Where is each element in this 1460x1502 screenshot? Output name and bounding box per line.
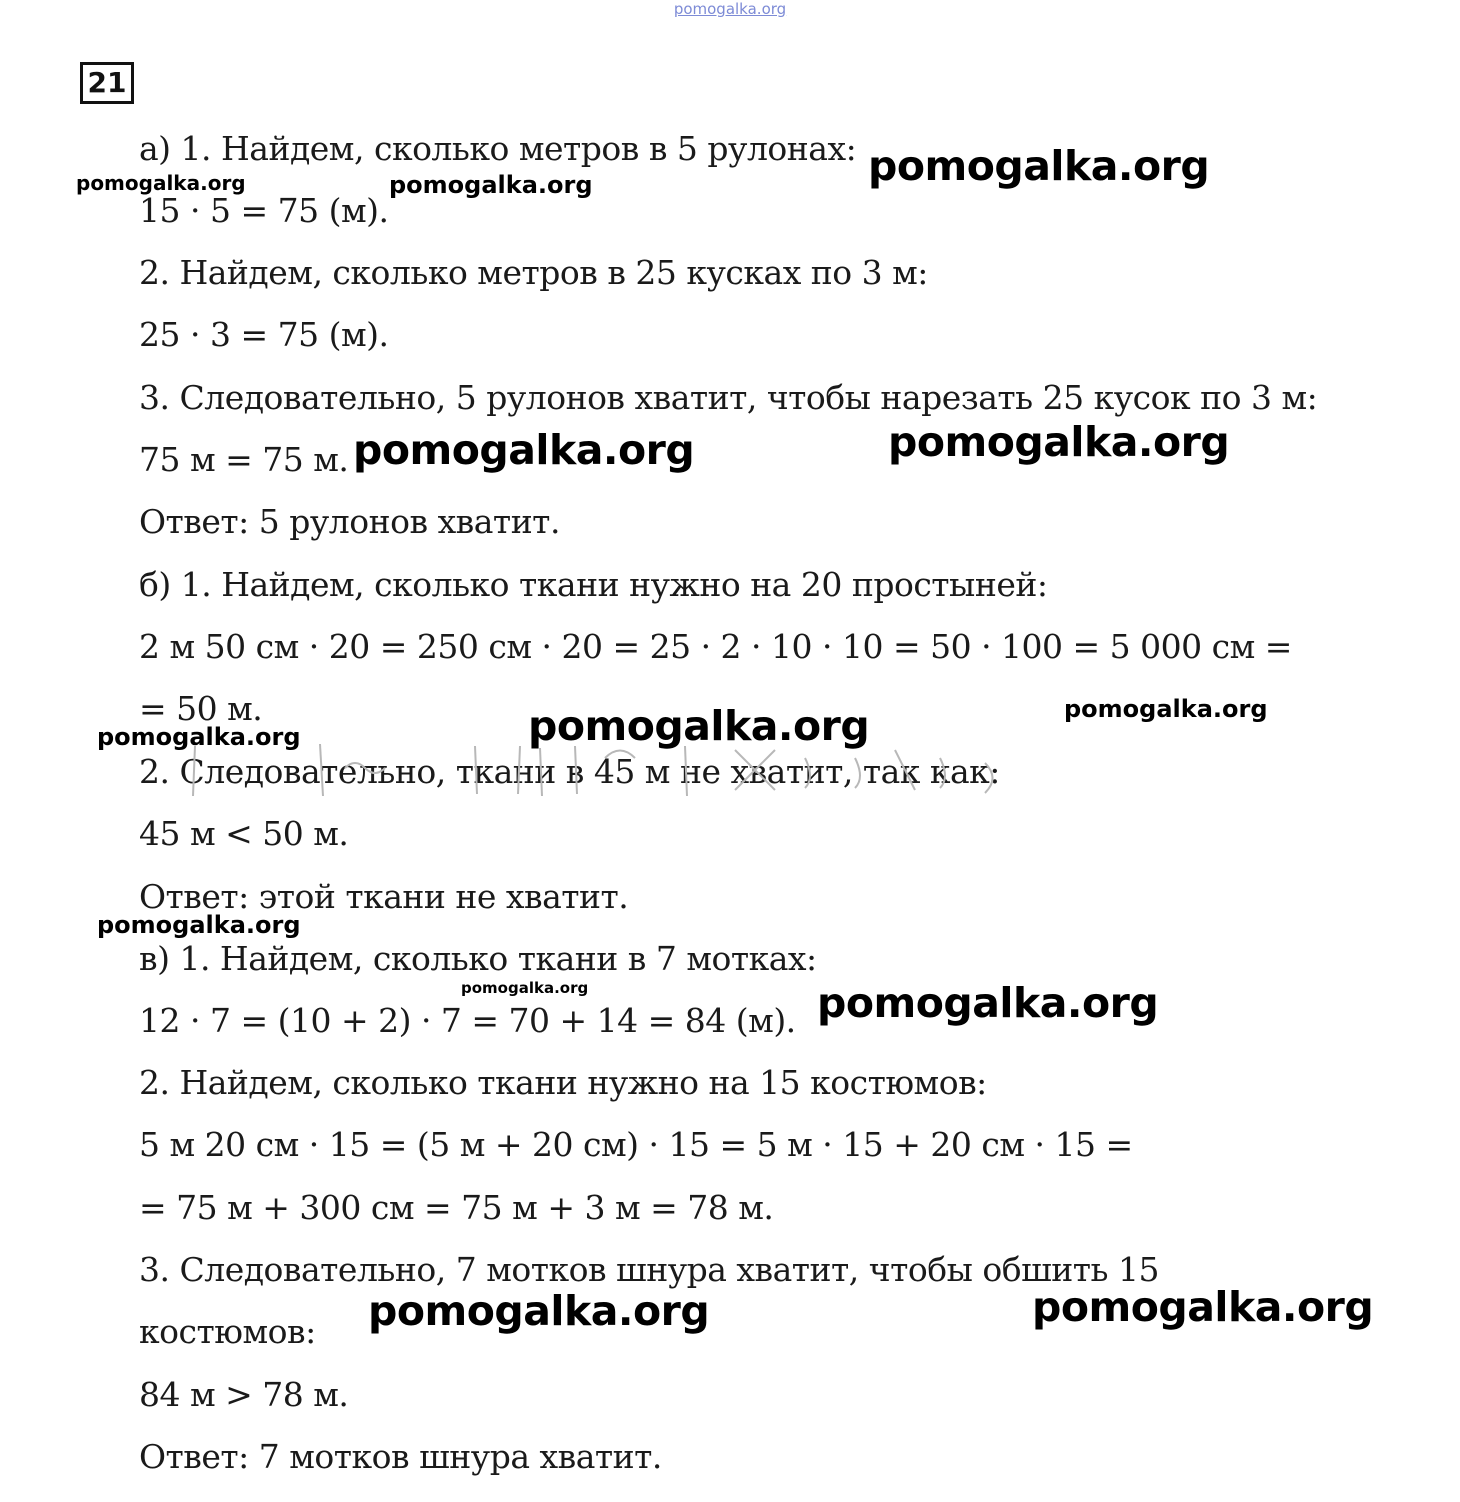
- watermark: pomogalka.org: [76, 171, 246, 195]
- solution-line: 75 м = 75 м.: [139, 440, 349, 479]
- watermark: pomogalka.org: [868, 142, 1210, 190]
- solution-line: 5 м 20 см · 15 = (5 м + 20 см) · 15 = 5 м · 15 + 20 см · 15 =: [139, 1125, 1133, 1164]
- solution-line: 45 м < 50 м.: [139, 814, 349, 853]
- solution-line: костюмов:: [139, 1312, 316, 1351]
- watermark: pomogalka.org: [1064, 695, 1268, 723]
- watermark: pomogalka.org: [389, 171, 593, 199]
- solution-line: 2. Найдем, сколько ткани нужно на 15 костюмов:: [139, 1063, 987, 1102]
- watermark: pomogalka.org: [353, 426, 695, 474]
- solution-line: = 50 м.: [139, 689, 263, 728]
- solution-line: а) 1. Найдем, сколько метров в 5 рулонах:: [139, 129, 857, 168]
- watermark: pomogalka.org: [1032, 1283, 1374, 1331]
- solution-line: в) 1. Найдем, сколько ткани в 7 мотках:: [139, 939, 817, 978]
- watermark: pomogalka.org: [368, 1287, 710, 1335]
- watermark: pomogalka.org: [97, 723, 301, 751]
- top-watermark-link[interactable]: pomogalka.org: [673, 0, 787, 18]
- answer-line: Ответ: 5 рулонов хватит.: [139, 502, 560, 541]
- solution-line: 12 · 7 = (10 + 2) · 7 = 70 + 14 = 84 (м).: [139, 1001, 796, 1040]
- watermark: pomogalka.org: [461, 979, 589, 997]
- solution-line: 15 · 5 = 75 (м).: [139, 191, 389, 230]
- solution-line: 2. Следовательно, ткани в 45 м не хватит, так как:: [139, 752, 1000, 791]
- answer-line: Ответ: 7 мотков шнура хватит.: [139, 1437, 662, 1476]
- task-number-box: 21: [80, 62, 134, 104]
- answer-line: Ответ: этой ткани не хватит.: [139, 877, 629, 916]
- solution-line: 84 м > 78 м.: [139, 1375, 349, 1414]
- solution-line: 25 · 3 = 75 (м).: [139, 315, 389, 354]
- solution-line: = 75 м + 300 см = 75 м + 3 м = 78 м.: [139, 1188, 774, 1227]
- solution-line: 3. Следовательно, 7 мотков шнура хватит, чтобы обшить 15: [139, 1250, 1159, 1289]
- solution-line: 3. Следовательно, 5 рулонов хватит, чтобы нарезать 25 кусок по 3 м:: [139, 378, 1318, 417]
- watermark: pomogalka.org: [817, 979, 1159, 1027]
- solution-line: 2. Найдем, сколько метров в 25 кусках по 3 м:: [139, 253, 928, 292]
- watermark: pomogalka.org: [97, 911, 301, 939]
- solution-line: б) 1. Найдем, сколько ткани нужно на 20 простыней:: [139, 565, 1048, 604]
- solution-line: 2 м 50 см · 20 = 250 см · 20 = 25 · 2 · 10 · 10 = 50 · 100 = 5 000 см =: [139, 627, 1292, 666]
- watermark: pomogalka.org: [528, 702, 870, 750]
- watermark: pomogalka.org: [888, 418, 1230, 466]
